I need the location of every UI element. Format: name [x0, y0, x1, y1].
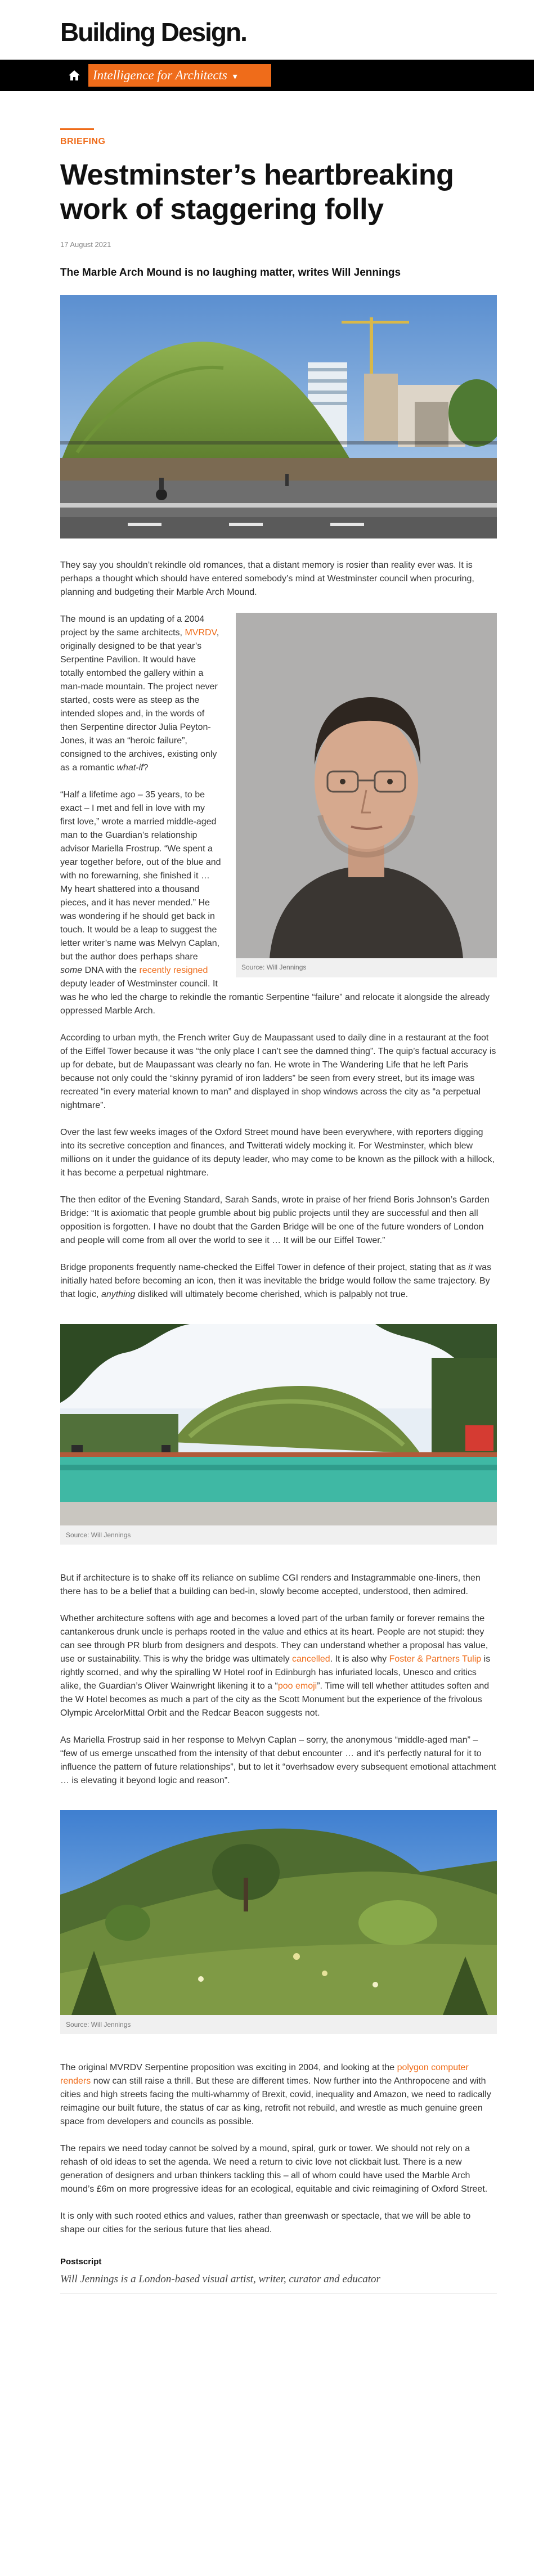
slope-image: [60, 1810, 497, 2015]
article-category[interactable]: BRIEFING: [60, 137, 106, 146]
polygon-renders-link[interactable]: polygon computer renders: [60, 2063, 469, 2086]
mound-image: [60, 1324, 497, 1525]
paragraph: The original MVRDV Serpentine proposition was exciting in 2004, and looking at the polygon computer renders now can still raise a thrill. But these are different times. Now further into the Anthropocene and with cities and high streets facing the multi-whammy of Brexit, covid, inequality and Amazon, we need to radically reimagine our built future, the status of car as king, retrofit not rebuild, and wrestle as much genuine green space from developers and councils as possible.: [60, 2063, 491, 2126]
slope-figure: [60, 1810, 497, 2034]
image-caption: Source: Will Jennings: [241, 963, 307, 971]
paragraph: But if architecture is to shake off its reliance on sublime CGI renders and Instagrammable one-liners, then there has to be a belief that a building can bed-in, slowly become accepted, understood, then admired.: [60, 1573, 481, 1596]
paragraph: Whether architecture softens with age and becomes a loved part of the urban family or forever remains the cantankerous drunk uncle is perhaps rooted in the value and ethics at its heart. People are not stupid: they can see through PR blurb from designers and despots. They can understand whether a proposal has value, use or sustainability. This is why the bridge was ultimately cancelled. It is also why Foster & Partners Tulip is rightly scorned, and why the spiralling W Hotel roof in Edinburgh has infuriated locals, Unesco and critics alike, the Guardian’s Oliver Wainwright likening it to a “poo emoji”. Time will tell whether attitudes soften and the W Hotel becomes as much a part of the city as the Scott Monument but the experience of the frivolous Olympic ArcelorMittal Orbit and the Redcar Beacon suggests not.: [60, 1614, 491, 1718]
site-header: [0, 0, 534, 60]
cancelled-link[interactable]: cancelled: [292, 1654, 330, 1664]
main-navbar: [0, 60, 534, 91]
portrait-wrap: [60, 613, 497, 1018]
article-body: [60, 559, 497, 2237]
section-dropdown[interactable]: [88, 64, 271, 87]
category-accent-bar: [60, 128, 94, 130]
article-date: 17 August 2021: [60, 240, 111, 249]
site-logo[interactable]: Building Design.: [60, 17, 246, 47]
mound-illustration: [60, 1324, 497, 1525]
tulip-link[interactable]: Foster & Partners Tulip: [389, 1654, 482, 1664]
article-standfirst: The Marble Arch Mound is no laughing matter, writes Will Jennings: [60, 267, 401, 279]
mound-figure: [60, 1324, 497, 1545]
article-container: [60, 91, 497, 2294]
paragraph: As Mariella Frostrup said in her response to Melvyn Caplan – sorry, the anonymous “middle-aged man” – “few of us emerge unscathed from the intensity of that debut encounter … and it’s perfectly natural for it to influence the pattern of future relationships”, but to let it “overhsadow every subsequent emotional attachment … is elevating it beyond logic and reason”.: [60, 1735, 496, 1785]
portrait-figure: [236, 613, 497, 977]
paragraph: Bridge proponents frequently name-checked the Eiffel Tower in defence of their project, stating that as it was initially hated before becoming an icon, then it was inevitable the bridge would follow the same trajectory. By that logic, anything disliked will ultimately become cherished, which is palpably not true.: [60, 1263, 492, 1299]
hero-image: [60, 295, 497, 538]
poo-emoji-link[interactable]: poo emoji: [277, 1681, 317, 1691]
mvrdv-link[interactable]: MVRDV: [185, 628, 217, 638]
paragraph: The then editor of the Evening Standard, Sarah Sands, wrote in praise of her friend Boris Johnson’s Garden Bridge: “It is axiomatic that people grumble about big public projects until they are successful and then all opposition is forgotten. I have no doubt that the Garden Bridge will be one of the future wonders of London and people will come from all over the world to see it … It will be our Eiffel Tower.”: [60, 1195, 490, 1245]
image-caption: Source: Will Jennings: [66, 1531, 131, 1539]
recently-resigned-link[interactable]: recently resigned: [139, 966, 208, 975]
portrait-illustration: [236, 613, 497, 958]
home-button[interactable]: [60, 60, 88, 91]
paragraph: The mound is an updating of a 2004 project by the same architects, MVRDV, originally designed to be that year’s Serpentine Pavilion. It would have totally entombed the gallery within a man-made mountain. The project never started, costs were as steep as the intended slopes and, in the words of then Serpentine director Julia Peyton-Jones, it was an “heroic failure”, consigned to the archives, existing only as a romantic what-if?: [60, 614, 219, 773]
paragraph: According to urban myth, the French writer Guy de Maupassant used to daily dine in a restaurant at the foot of the Eiffel Tower because it was “the only place I can’t see the damned thing”. The quip’s factual accuracy is up for debate, but de Maupassant was clearly no fan. He wrote in The Wandering Life that he left Paris because not only could the “skinny pyramid of iron ladders” be seen from every street, but its image was recreated “in every material known to man” and displayed in shop windows across the city as “a perpetual nightmare”.: [60, 1033, 496, 1110]
portrait-image: [236, 613, 497, 958]
slope-illustration: [60, 1810, 497, 2015]
tagline-text: Intelligence for Architects: [93, 68, 227, 82]
paragraph: It is only with such rooted ethics and values, rather than greenwash or spectacle, that we will be able to shape our cities for the serious future that lies ahead.: [60, 2211, 471, 2234]
paragraph: Over the last few weeks images of the Oxford Street mound have been everywhere, with reporters digging into its secretive conception and finances, and Twitterati widely mocking it. For Westminster, which blew millions on it under the guidance of its deputy leader, who may come to be known as the pillock with a hillock, it has become a perpetual nightmare.: [60, 1128, 495, 1178]
article-title: Westminster’s heartbreaking work of staggering folly: [60, 159, 454, 226]
postscript-label: Postscript: [60, 2257, 102, 2267]
paragraph: They say you shouldn’t rekindle old romances, that a distant memory is rosier than reality ever was. It is perhaps a thought which should have entered somebody’s mind at Westminster council when procuring, planning and budgeting their Marble Arch Mound.: [60, 560, 474, 597]
image-caption: Source: Will Jennings: [66, 2021, 131, 2029]
chevron-down-icon: ▾: [232, 72, 237, 82]
paragraph: “Half a lifetime ago – 35 years, to be exact – I met and fell in love with my first love,” wrote a married middle-aged man to the Guardian’s relationship advisor Mariella Frostrup. “We spent a year together before, out of the blue and with no forewarning, she finished it … My heart shattered into a thousand pieces, and it has never mended.” He was wondering if he should get back in touch. It would be a leap to suggest the letter writer’s name was Melvyn Caplan, but the author does perhaps share some DNA with the recently resigned deputy leader of Westminster council. It was he who led the charge to rekindle the romantic Serpentine “failure” and relocate it alongside the already oppressed Marble Arch.: [60, 790, 490, 1016]
paragraph: The repairs we need today cannot be solved by a mound, spiral, gurk or tower. We should not rely on a rehash of old ideas to set the agenda. We need a return to civic love not clickbait lust. There is a new generation of designers and urban thinkers tackling this – all of whom could have used the Marble Arch mound’s £6m on more progressive ideas for an ecological, equitable and civic reimagining of Oxford Street.: [60, 2144, 488, 2194]
home-icon: [68, 70, 80, 81]
hero-illustration: [60, 295, 497, 538]
postscript-text: Will Jennings is a London-based visual artist, writer, curator and educator: [60, 2273, 380, 2285]
